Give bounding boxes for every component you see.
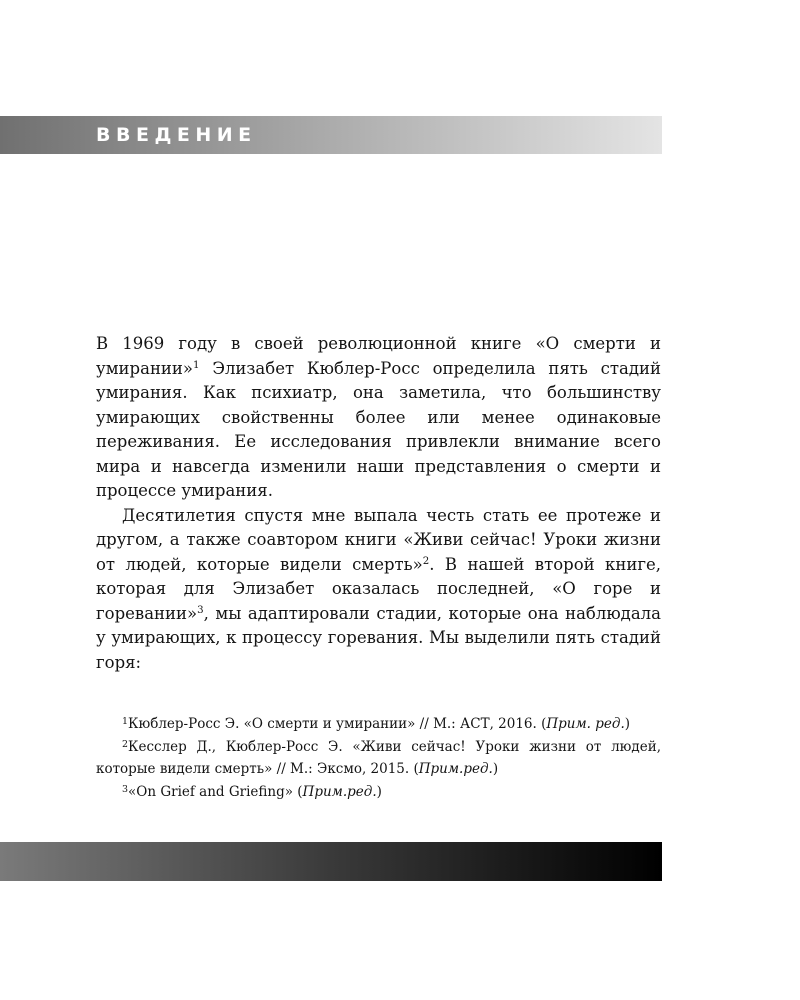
footnote-1 (96, 713, 661, 736)
footnote-close: ) (624, 716, 631, 732)
paragraph-1-text-b: Элизабет Кюблер-Росс определила пять стадий умирания. Как психиатр, она заметила, что большинству умирающих свойственны более или менее одинаковые переживания. Ее исследования привлекли внимание всего мира и навсегда изменили наши представления о смерти и процессе умирания. (96, 358, 661, 500)
footnotes (96, 713, 661, 803)
paragraph-1-text-a: В 1969 году в своей революционной книге «О смерти и умирании» (96, 334, 661, 378)
paragraph-2-text-c: , мы адаптировали стадии, которые она наблюдала у умирающих, к процессу горевания. Мы выделили пять стадий горя: (96, 603, 661, 672)
paragraph-2-text-a: Десятилетия спустя мне выпала честь стать ее протеже и другом, а также соавтором книги «Живи сейчас! Уроки жизни от людей, которые видели смерть» (96, 505, 661, 574)
footnote-3 (96, 781, 661, 804)
footnote-editor-note: Прим.ред. (302, 783, 377, 800)
body-text (96, 332, 661, 675)
paragraph-2-text-b: . В нашей второй книге, которая для Элизабет оказалась последней, «О горе и горевании» (96, 554, 662, 623)
chapter-title: ВВЕДЕНИЕ (96, 124, 257, 146)
footnote-close: ) (376, 783, 382, 800)
footnote-2 (96, 736, 661, 781)
footnote-editor-note: Прим. ред. (546, 716, 625, 732)
footnote-number: 3 (122, 783, 129, 795)
footnote-text: Кесслер Д., Кюблер-Росс Э. «Живи сейчас! Уроки жизни от людей, которые видели смерть» // М.: Эксмо, 2015. ( (96, 738, 661, 777)
footnote-ref-2: 2 (422, 555, 430, 567)
footnote-ref-1: 1 (193, 359, 200, 371)
footnote-text: «On Grief and Griefing» ( (128, 783, 303, 800)
footnote-number: 2 (122, 738, 129, 750)
chapter-header-band (0, 116, 662, 154)
footnote-number: 1 (122, 715, 129, 727)
paragraph-1 (96, 332, 661, 504)
footnote-close: ) (492, 761, 499, 777)
footnote-text: Кюблер-Росс Э. «О смерти и умирании» // М.: АСТ, 2016. ( (128, 716, 547, 732)
paragraph-2 (96, 504, 661, 676)
footnote-ref-3: 3 (197, 604, 204, 616)
footnote-editor-note: Прим.ред. (418, 761, 493, 777)
footer-band (0, 842, 662, 881)
